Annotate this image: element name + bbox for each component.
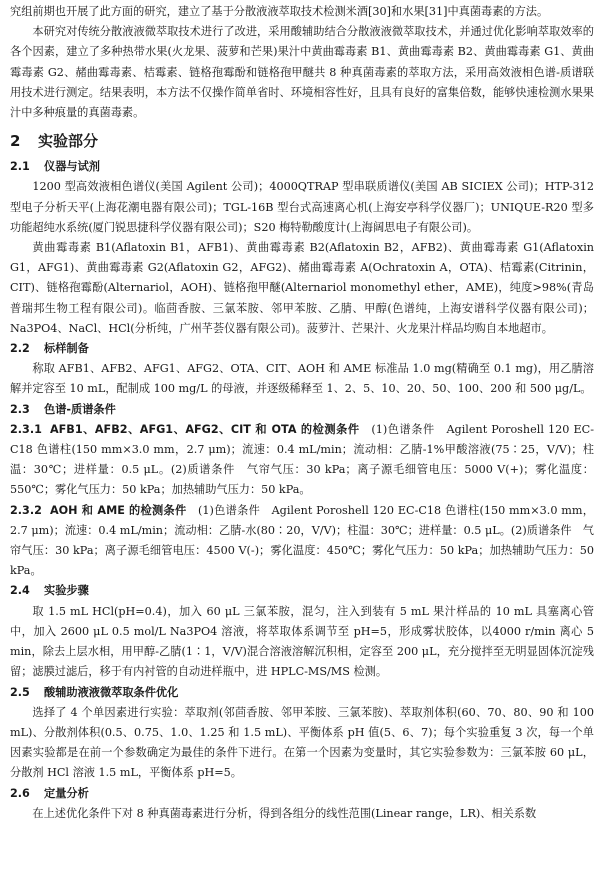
quantitative-analysis-paragraph: 在上述优化条件下对 8 种真菌毒素进行分析，得到各组分的线性范围(Linear range，LR)、相关系数 [32, 806, 537, 820]
subsubsection-2-3-1 [10, 420, 594, 501]
subsection-title: 标样制备 [44, 342, 89, 356]
subsection-heading-2-3 [10, 400, 594, 420]
instruments-paragraph: 1200 型高效液相色谱仪(美国 Agilent 公司)；4000QTRAP 型串联质谱仪(美国 AB SICIEX 公司)；HTP-312 型电子分析天平(上海花潮电器有限公司)；TGL-16B 型台式高速离心机(上海安亭科学仪器厂)；UNIQUE-R20 型多功能超纯水系统(厦门锐思捷科学仪器有限公司)；S20 梅特勒酸度计(上海阔思电子有限公司)。 [10, 180, 594, 234]
optimization-paragraph: 选择了 4 个单因素进行实验：萃取剂(邻茴香胺、邻甲苯胺、三氯苯胺)、萃取剂体积(60、70、80、90 和 100 mL)、分散剂体积(0.5、0.75、1.0、1.25 和 1.5 mL)、平衡体系 pH 值(5、6、7)；每个实验重复 3 次，每一个单因素实验都是在前一个参数确定为最佳的条件下进行。在第一个因素为变量时，其它实验参数为：三氯苯胺 60 μL，分散剂 HCl 溶液 1.5 mL，平衡体系 pH=5。 [10, 705, 594, 780]
procedure-paragraph: 取 1.5 mL HCl(pH=0.4)，加入 60 μL 三氯苯胺，混匀，注入到装有 5 mL 果汁样品的 10 mL 具塞离心管中，加入 2600 μL 0.5 mol/L Na3PO4 溶液，将萃取体系调节至 pH=5，形成雾状胶体，以4000 r/min 离心 5 min，除去上层水相，用甲醇-乙腈(1∶1，V/V)混合溶液溶解沉积相，定容至 200 μL，充分搅拌至无明显固体沉淀残留；滤膜过滤后，移于有内衬管的自动进样瓶中，进 HPLC-MS/MS 检测。 [10, 604, 594, 679]
subsection-heading-2-5 [10, 683, 594, 703]
section-heading-2 [10, 129, 594, 153]
subsection-heading-2-2 [10, 339, 594, 359]
subsubsection-title: AOH 和 AME 的检测条件 [50, 503, 187, 517]
subsubsection-number: 2.3.2 [10, 503, 42, 517]
subsection-number: 2.2 [10, 342, 30, 356]
subsection-number: 2.1 [10, 160, 30, 174]
subsection-number: 2.6 [10, 786, 30, 800]
detection-conditions-text: (1)色谱条件 Agilent Poroshell 120 EC-C18 色谱柱(150 mm×3.0 mm，2.7 μm)；流速：0.4 mL/min；流动相：乙腈-水(80∶20，V/V)；柱温：30℃；进样量：0.5 μL。(2)质谱条件 气帘气压：30 kPa；离子源毛细管电压：4500 V(-)；雾化温度：450℃；雾化气压力：50 kPa；加热辅助气压力：50 kPa。 [10, 503, 594, 578]
subsection-number: 2.3 [10, 402, 30, 416]
subsection-number: 2.5 [10, 685, 30, 699]
intro-paragraph-1: 究组前期也开展了此方面的研究，建立了基于分散液液萃取技术检测米酒[30]和水果[31]中真菌毒素的方法。 [10, 5, 549, 18]
section-title: 实验部分 [38, 132, 99, 151]
section-number: 2 [10, 132, 21, 151]
subsection-heading-2-1 [10, 157, 594, 177]
subsection-title: 色谱-质谱条件 [44, 402, 116, 416]
subsection-title: 定量分析 [44, 786, 89, 800]
standard-preparation-paragraph: 称取 AFB1、AFB2、AFG1、AFG2、OTA、CIT、AOH 和 AME 标准品 1.0 mg(精确至 0.1 mg)，用乙腈溶解并定容至 10 mL，配制成 100 mg/L 的母液，并逐级稀释至 1、2、5、10、20、50、100、200 和 500 μg/L。 [10, 362, 594, 396]
subsection-title: 仪器与试剂 [44, 160, 100, 174]
subsection-title: 实验步骤 [44, 584, 89, 598]
paper-page [10, 2, 594, 824]
subsubsection-heading [10, 504, 187, 517]
subsubsection-number: 2.3.1 [10, 422, 42, 436]
subsection-title: 酸辅助液液微萃取条件优化 [44, 685, 179, 699]
reagents-paragraph: 黄曲霉毒素 B1(Aflatoxin B1，AFB1)、黄曲霉毒素 B2(Aflatoxin B2，AFB2)、黄曲霉毒素 G1(Aflatoxin G1，AFG1)、黄曲霉毒素 G2(Aflatoxin G2，AFG2)、赭曲霉毒素 A(Ochratoxin A，OTA)、桔霉素(Citrinin，CIT)、链格孢霉酚(Alternariol，AOH)、链格孢甲醚(Alternariol monomethyl ether，AME)，纯度>98%(青岛普瑞邦生物工程有限公司)。临茴香胺、三氯苯胺、邻甲苯胺、乙腈、甲醇(色谱纯，上海安谱科学仪器有限公司)；Na3PO4、NaCl、HCl(分析纯，广州芊荟仪器有限公司)。菠萝汁、芒果汁、火龙果汁样品均购自本地超市。 [10, 241, 594, 335]
subsubsection-heading [10, 423, 360, 436]
detection-conditions-text: (1)色谱条件 Agilent Poroshell 120 EC-C18 色谱柱(150 mm×3.0 mm，2.7 μm)；流速：0.4 mL/min；流动相：乙腈-1%甲酸溶液(75∶25，V/V)；柱温：30℃；进样量：0.5 μL。(2)质谱条件 气帘气压：30 kPa；离子源毛细管电压：5000 V(+)；雾化温度：550℃；雾化气压力：50 kPa；加热辅助气压力：50 kPa。 [10, 422, 594, 497]
subsection-number: 2.4 [10, 584, 30, 598]
subsection-heading-2-6 [10, 784, 594, 804]
subsubsection-2-3-2 [10, 501, 594, 582]
intro-paragraph-2: 本研究对传统分散液液微萃取技术进行了改进，采用酸辅助结合分散液液微萃取技术，并通过优化影响萃取效率的各个因素，建立了多种热带水果(火龙果、菠萝和芒果)果汁中黄曲霉毒素 B1、黄曲霉毒素 B2、黄曲霉毒素 G1、黄曲霉毒素 G2、赭曲霉毒素、桔霉素、链格孢霉酚和链格孢甲醚共 8 种真菌毒素的萃取方法，采用高效液相色谱-质谱联用技术进行测定。结果表明，本方法不仅操作简单省时、环境相容性好，且具有良好的富集倍数，能够快速检测水果果汁中多种痕量的真菌毒素。 [10, 25, 594, 120]
subsection-heading-2-4 [10, 581, 594, 601]
subsubsection-title: AFB1、AFB2、AFG1、AFG2、CIT 和 OTA 的检测条件 [50, 422, 360, 436]
